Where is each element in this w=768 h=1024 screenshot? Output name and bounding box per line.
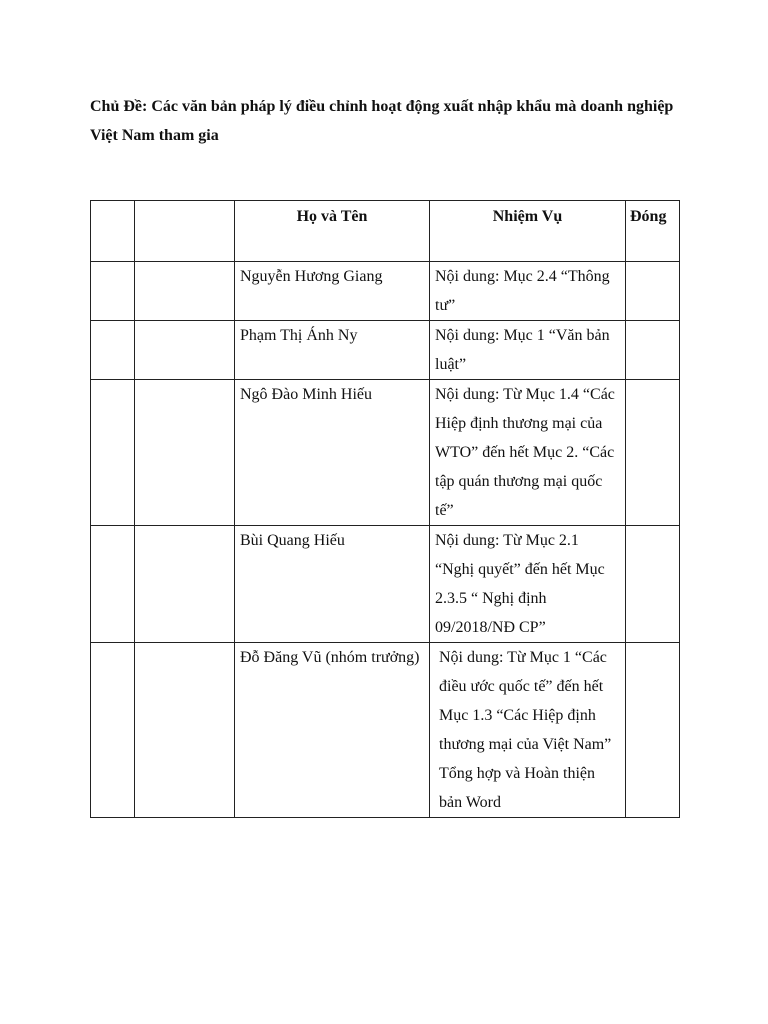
member-name: Nguyễn Hương Giang	[235, 262, 430, 321]
task-line: Nội dung: Từ Mục 2.1 “Nghị quyết” đến hết Mục 2.3.5 “ Nghị định 09/2018/NĐ CP”	[435, 532, 605, 636]
table-row	[91, 262, 680, 321]
table-row	[91, 526, 680, 643]
member-name: Ngô Đào Minh Hiếu	[235, 380, 430, 526]
task-line: Nội dung: Từ Mục 1 “Các điều ước quốc tế” đến hết Mục 1.3 “Các Hiệp định thương mại của Việt Nam”	[439, 649, 612, 753]
contribution-cell	[626, 643, 680, 818]
contribution-cell	[626, 321, 680, 380]
table-row	[91, 321, 680, 380]
member-task	[430, 262, 626, 321]
member-name: Bùi Quang Hiếu	[235, 526, 430, 643]
row-cell-empty	[135, 526, 235, 643]
header-contribution: Đóng	[626, 201, 680, 262]
member-task	[430, 643, 626, 818]
row-cell-empty	[135, 321, 235, 380]
row-cell-empty	[91, 262, 135, 321]
row-cell-empty	[91, 643, 135, 818]
row-cell-empty	[135, 643, 235, 818]
header-col1	[91, 201, 135, 262]
contribution-cell	[626, 526, 680, 643]
contribution-cell	[626, 380, 680, 526]
contribution-cell	[626, 262, 680, 321]
task-line: Nội dung: Mục 2.4 “Thông tư”	[435, 268, 610, 314]
row-cell-empty	[135, 380, 235, 526]
row-cell-empty	[91, 380, 135, 526]
task-line: Tổng hợp và Hoàn thiện bản Word	[439, 765, 595, 811]
header-col2	[135, 201, 235, 262]
member-name: Đỗ Đăng Vũ (nhóm trưởng)	[235, 643, 430, 818]
task-line: Nội dung: Từ Mục 1.4 “Các Hiệp định thương mại của WTO” đến hết Mục 2. “Các tập quán thương mại quốc tế”	[435, 386, 615, 519]
table-row	[91, 643, 680, 818]
row-cell-empty	[135, 262, 235, 321]
member-task	[430, 380, 626, 526]
member-name: Phạm Thị Ánh Ny	[235, 321, 430, 380]
member-task	[430, 321, 626, 380]
member-task	[430, 526, 626, 643]
table-header-row	[91, 201, 680, 262]
header-task: Nhiệm Vụ	[430, 201, 626, 262]
task-line: Nội dung: Mục 1 “Văn bản luật”	[435, 327, 610, 373]
header-name: Họ và Tên	[235, 201, 430, 262]
table-row	[91, 380, 680, 526]
row-cell-empty	[91, 321, 135, 380]
row-cell-empty	[91, 526, 135, 643]
page-title: Chủ Đề: Các văn bản pháp lý điều chỉnh hoạt động xuất nhập khẩu mà doanh nghiệp Việt Nam tham gia	[90, 98, 674, 144]
assignment-table	[90, 200, 680, 818]
